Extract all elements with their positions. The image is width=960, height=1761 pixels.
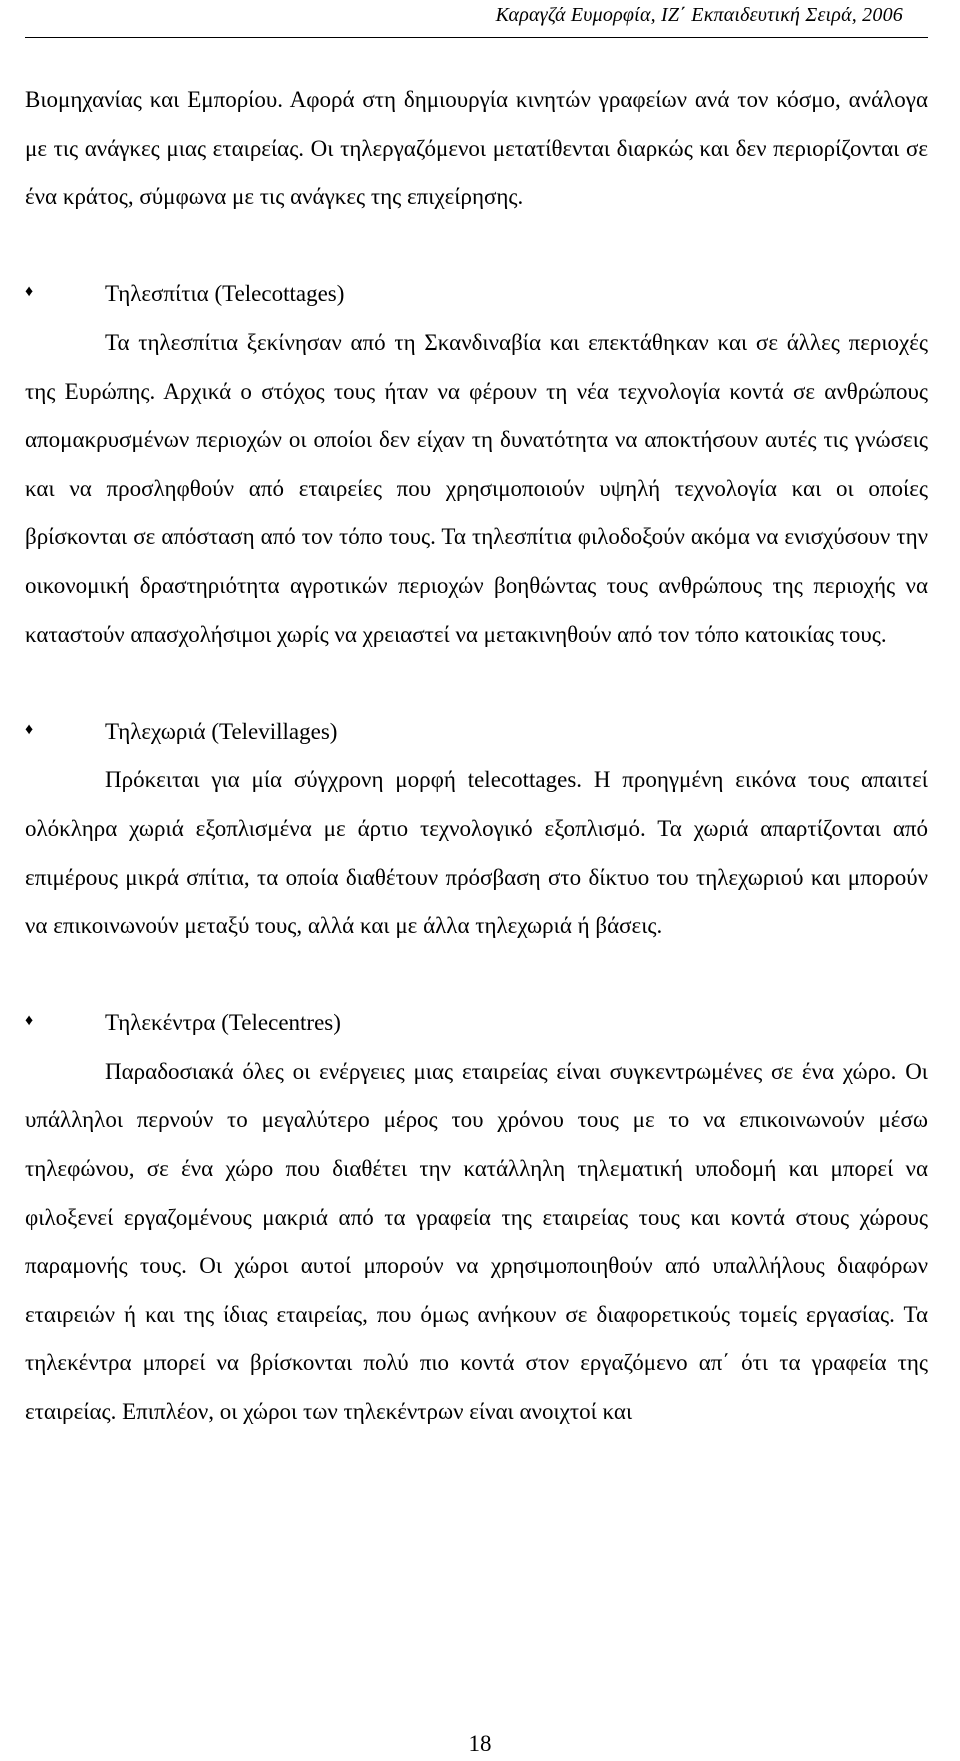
section-paragraph-televillages: Πρόκειται για μία σύγχρονη μορφή telecottages. Η προηγμένη εικόνα τους απαιτεί ολόκληρα χωριά εξοπλισμένα με άρτιο τεχνολογικό εξοπλισμό. Τα χωριά απαρτίζονται από επιμέρους μικρά σπίτια, τα οποία διαθέτουν πρόσβαση στο δίκτυο του τηλεχωριού και μπορούν να επικοινωνούν μεταξύ τους, αλλά και με άλλα τηλεχωριά ή βάσεις. [25, 767, 928, 939]
heading-text: Τηλεσπίτια (Telecottages) [105, 281, 345, 307]
heading-text: Τηλεχωριά (Televillages) [105, 718, 338, 744]
intro-paragraph: Βιομηχανίας και Εμπορίου. Αφορά στη δημιουργία κινητών γραφείων ανά τον κόσμο, ανάλογα με τις ανάγκες μιας εταιρείας. Οι τηλεργαζόμενοι μετατίθενται διαρκώς και δεν περιορίζονται σε ένα κράτος, σύμφωνα με τις ανάγκες της επιχείρησης. [25, 87, 928, 210]
section-paragraph-telecottages: Τα τηλεσπίτια ξεκίνησαν από τη Σκανδιναβία και επεκτάθηκαν και σε άλλες περιοχές της Ευρώπης. Αρχικά ο στόχος τους ήταν να φέρουν τη νέα τεχνολογία κοντά σε ανθρώπους απομακρυσμένων περιοχών οι οποίοι δεν είχαν τη δυνατότητα να αποκτήσουν αυτές τις γνώσεις και να προσληφθούν από εταιρείες που χρησιμοποιούν υψηλή τεχνολογία και οι οποίες βρίσκονται σε απόσταση από τον τόπο τους. Τα τηλεσπίτια φιλοδοξούν ακόμα να ενισχύσουν την οικονομική δραστηριότητα αγροτικών περιοχών βοηθώντας τους ανθρώπους της περιοχής να καταστούν απασχολήσιμοι χωρίς να χρειαστεί να μετακινηθούν από τον τόπο κατοικίας τους. [25, 329, 928, 647]
section-heading-telecentres [25, 999, 928, 1048]
header-rule [25, 37, 928, 38]
diamond-bullet-icon: ♦ [25, 1012, 34, 1030]
running-header: Καραγζά Ευμορφία, ΙΖ΄ Εκπαιδευτική Σειρά, 2006 [495, 4, 903, 26]
section-heading-televillages [25, 708, 928, 757]
diamond-bullet-icon: ♦ [25, 720, 34, 738]
section-paragraph-telecentres: Παραδοσιακά όλες οι ενέργειες μιας εταιρείας είναι συγκεντρωμένες σε ένα χώρο. Οι υπάλληλοι περνούν το μεγαλύτερο μέρος του χρόνου τους με το να επικοινωνούν μέσω τηλεφώνου, σε ένα χώρο που διαθέτει την κατάλληλη τηλεματική υποδομή και μπορεί να φιλοξενεί εργαζομένους μακριά από τα γραφεία της εταιρείας τους και κοντά στους χώρους παραμονής τους. Οι χώροι αυτοί μπορούν να χρησιμοποιηθούν από υπαλλήλους διαφόρων εταιρειών ή και της ίδιας εταιρείας, που όμως ανήκουν σε διαφορετικούς τομείς εργασίας. Τα τηλεκέντρα μπορεί να βρίσκονται πολύ πιο κοντά στον εργαζόμενο απ΄ ότι τα γραφεία της εταιρείας. Επιπλέον, οι χώροι των τηλεκέντρων είναι ανοιχτοί και [25, 1058, 928, 1425]
diamond-bullet-icon: ♦ [25, 283, 34, 301]
page-number: 18 [468, 1731, 492, 1756]
heading-text: Τηλεκέντρα (Telecentres) [105, 1010, 341, 1036]
page-body [25, 76, 928, 1437]
section-heading-telecottages [25, 270, 928, 319]
